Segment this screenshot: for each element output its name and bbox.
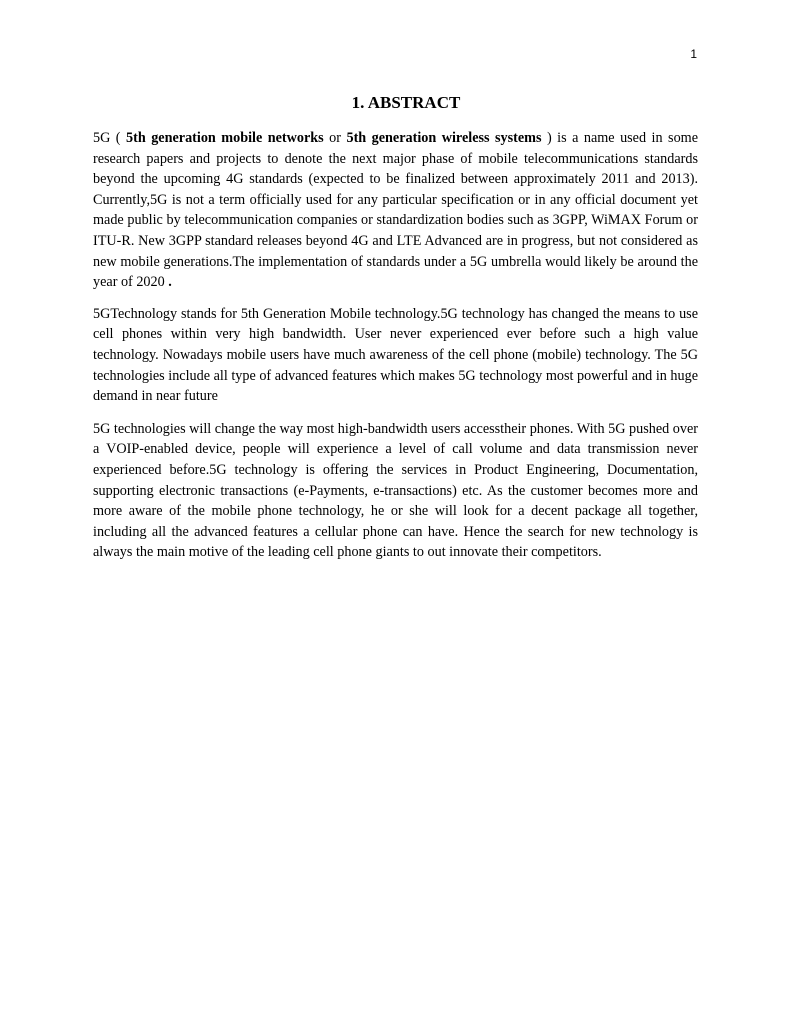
paragraph-1-text-1: 5G (	[93, 130, 127, 146]
paragraph-1-bold-3: .	[164, 274, 172, 291]
page-number: 1	[690, 47, 697, 61]
section-title: 1. ABSTRACT	[351, 93, 461, 112]
paragraph-1-bold-1: 5th generation mobile networks	[126, 130, 324, 146]
paragraph-1	[93, 128, 698, 293]
paragraph-1-text-2: or	[323, 130, 347, 146]
document-body	[93, 128, 698, 574]
paragraph-3: 5G technologies will change the way most high-bandwidth users accesstheir phones. With 5G pushed over a VOIP-enabled device, people will experience a level of call volume and data transmission never experienced before.5G technology is offering the services in Product Engineering, Documentation, supporting electronic transactions (e-Payments, e-transactions) etc. As the customer becomes more and more aware of the mobile phone technology, he or she will look for a decent package all together, including all the advanced features a cellular phone can have. Hence the search for new technology is always the main motive of the leading cell phone giants to out innovate their competitors.	[93, 420, 698, 561]
paragraph-2: 5GTechnology stands for 5th Generation Mobile technology.5G technology has changed the means to use cell phones within very high bandwidth. User never experienced ever before such a high value technology. Nowadays mobile users have much awareness of the cell phone (mobile) technology. The 5G technologies include all type of advanced features which makes 5G technology most powerful and in huge demand in near future	[93, 305, 698, 405]
paragraph-1-text-3: ) is a name used in some research papers and projects to denote the next major phase of mobile telecommunications standards beyond the upcoming 4G standards (expected to be finalized between approximately 2011 and 2013). Currently,5G is not a term officially used for any particular specification or in any official document yet made public by telecommunication companies or standardization bodies such as 3GPP, WiMAX Forum or ITU-R. New 3GPP standard releases beyond 4G and LTE Advanced are in progress, but not considered as new mobile generations.The implementation of standards under a 5G umbrella would likely be around the year of 2020	[93, 130, 698, 291]
paragraph-1-bold-2: 5th generation wireless systems	[346, 130, 542, 146]
